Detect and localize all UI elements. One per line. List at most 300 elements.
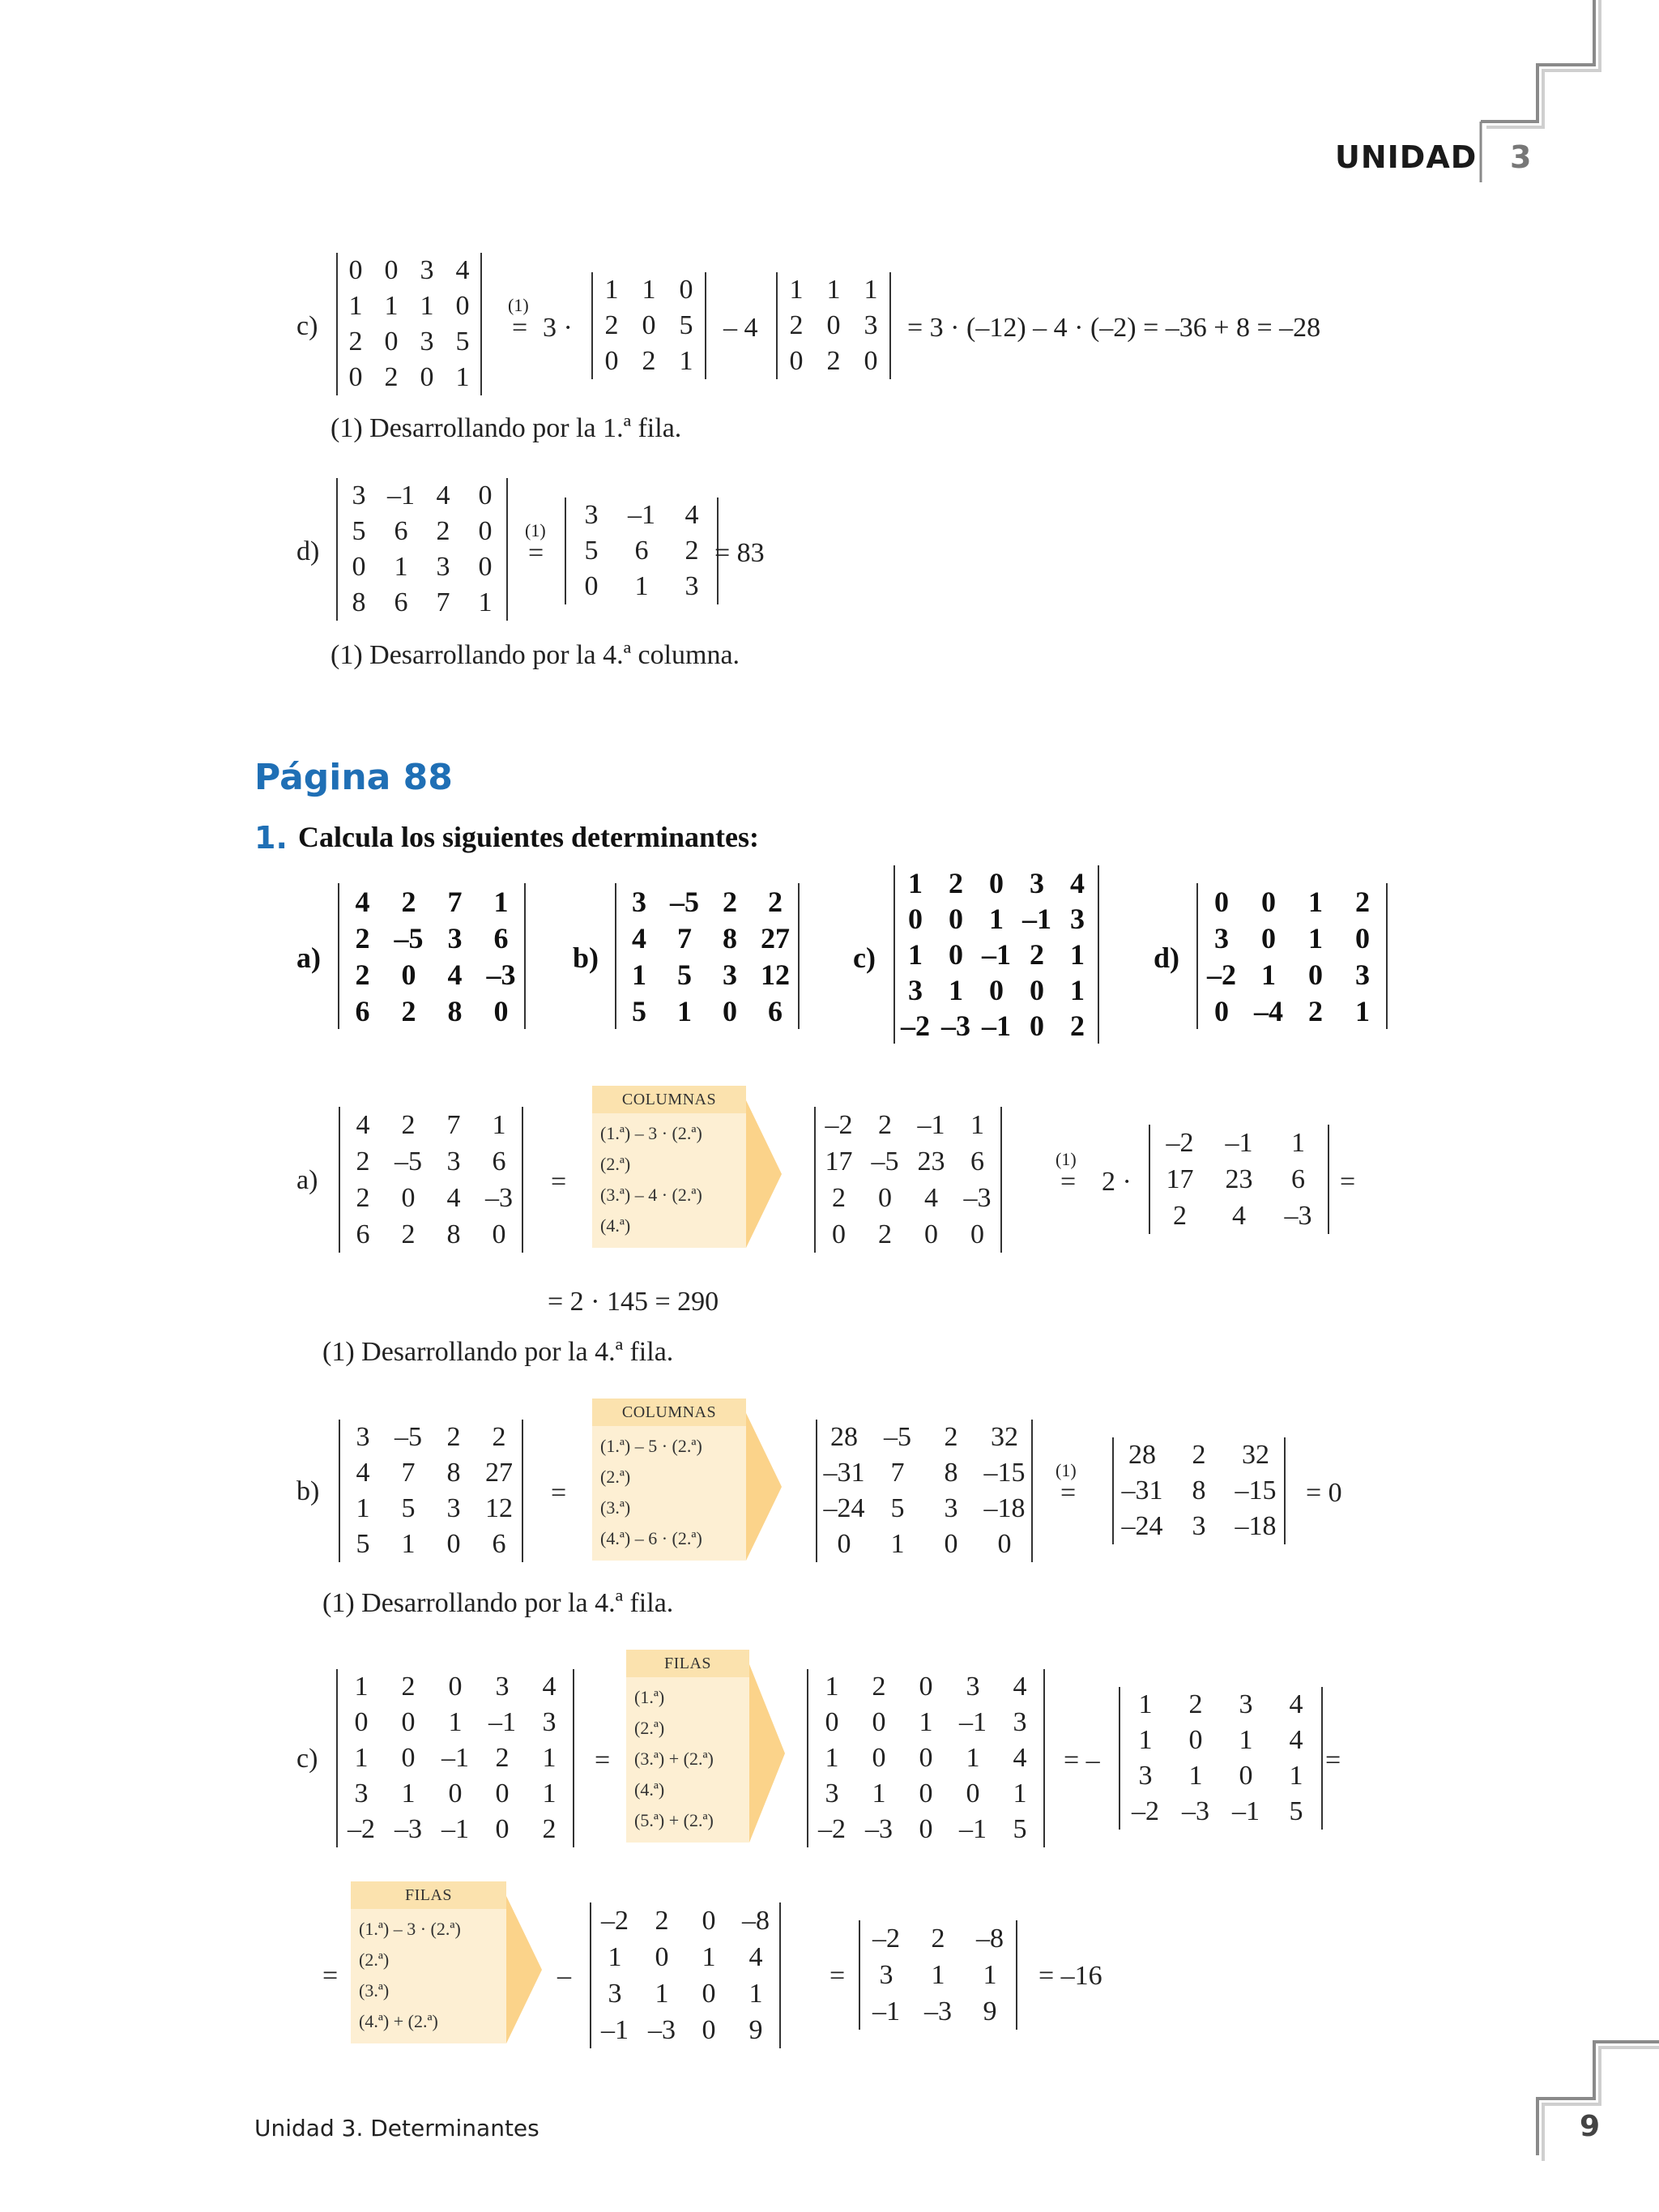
matrix-cell: 0 (966, 1779, 980, 1808)
matrix-cell: 1 (1070, 938, 1085, 971)
matrix-cell: 32 (991, 1422, 1018, 1452)
matrix-cell: 0 (348, 362, 363, 392)
matrix-cell: –18 (1235, 1511, 1277, 1541)
matrix-cell: 3 (1239, 1689, 1253, 1719)
det-top-c-2 (776, 272, 891, 379)
matrix-cell: 0 (495, 1779, 510, 1808)
matrix-cell: 8 (1192, 1475, 1206, 1505)
matrix-cell: 7 (401, 1458, 416, 1488)
matrix-cell: –2 (818, 1814, 846, 1844)
matrix-cell: 1 (354, 1743, 369, 1773)
matrix-cell: 2 (878, 1219, 892, 1249)
matrix-cell: 1 (1308, 921, 1323, 954)
matrix-cell: 0 (949, 938, 963, 971)
matrix-cell: 0 (919, 1779, 933, 1808)
matrix-cell: 3 (966, 1672, 980, 1702)
matrix-cell: 6 (493, 921, 509, 954)
det-problem-d (1196, 883, 1388, 1029)
matrix-cell: 7 (446, 1109, 461, 1140)
matrix-cell: 3 (352, 480, 366, 510)
matrix-cell: 0 (702, 1978, 716, 2009)
matrix-cell: 2 (492, 1422, 506, 1452)
matrix-cell: –1 (1232, 1796, 1260, 1826)
matrix-cell: 23 (1225, 1164, 1253, 1194)
matrix-cell: 4 (455, 255, 470, 285)
matrix-cell: 3 (825, 1779, 839, 1808)
matrix-cell: 7 (890, 1458, 905, 1488)
det-sol-b-2 (816, 1420, 1033, 1562)
matrix-cell: 0 (924, 1219, 938, 1249)
matrix-cell: 1 (1138, 1725, 1153, 1755)
matrix-cell: 8 (446, 1219, 461, 1249)
matrix-cell: 3 (1138, 1761, 1153, 1791)
matrix-cell: 6 (768, 994, 783, 1027)
matrix-cell: 0 (997, 1529, 1012, 1559)
ops-arrow-icon (749, 1650, 787, 1843)
matrix-cell: 0 (352, 552, 366, 582)
ref-top-c: (1) (508, 295, 529, 315)
matrix-cell: 1 (983, 1959, 997, 1990)
matrix-cell: 2 (542, 1814, 557, 1844)
matrix-cell: 23 (917, 1146, 945, 1176)
eq3-sol-c: = (1325, 1745, 1341, 1775)
result-top-d: = 83 (714, 538, 765, 568)
matrix-cell: 2 (401, 1672, 416, 1702)
ops-header: COLUMNAS (592, 1399, 746, 1426)
matrix-cell: 4 (1232, 1200, 1246, 1231)
ops-arrow-icon (506, 1881, 544, 2043)
matrix-cell: 3 (354, 1779, 369, 1808)
matrix-cell: –5 (884, 1422, 911, 1452)
matrix-cell: –1 (1225, 1127, 1253, 1158)
matrix-cell: 2 (401, 1219, 416, 1249)
matrix-cell: 1 (677, 994, 692, 1027)
matrix-cell: –1 (387, 480, 415, 510)
matrix-cell: 1 (356, 1493, 370, 1523)
matrix-cell: 0 (878, 1182, 892, 1213)
matrix-cell: 6 (394, 516, 408, 546)
matrix-cell: 1 (604, 275, 619, 305)
matrix-cell: 1 (970, 1109, 984, 1140)
matrix-cell: 2 (789, 310, 804, 340)
matrix-cell: 0 (919, 1672, 933, 1702)
matrix-cell: 6 (355, 994, 370, 1027)
matrix-cell: 0 (478, 552, 493, 582)
matrix-cell: 0 (493, 994, 509, 1027)
matrix-cell: 6 (634, 536, 649, 566)
matrix-cell: 0 (1239, 1761, 1253, 1791)
matrix-cell: 0 (1214, 885, 1229, 918)
ops-line: (4.ª) + (2.ª) (359, 2011, 438, 2031)
matrix-cell: 2 (872, 1672, 886, 1702)
matrix-cell: 4 (446, 1182, 461, 1213)
matrix-cell: 5 (1289, 1796, 1303, 1826)
eq2-sol-a: = (1060, 1167, 1077, 1197)
matrix-cell: 2 (401, 1109, 416, 1140)
matrix-cell: 3 (356, 1422, 370, 1452)
matrix-cell: 1 (448, 1707, 463, 1737)
matrix-cell: 5 (455, 327, 470, 357)
matrix-cell: –24 (823, 1493, 865, 1523)
unit-label: UNIDAD (1335, 139, 1478, 175)
det-problem-a (338, 883, 526, 1029)
matrix-cell: 1 (542, 1779, 557, 1808)
matrix-cell: 3 (879, 1959, 893, 1990)
matrix-cell: 1 (1291, 1127, 1305, 1158)
matrix-cell: 1 (748, 1978, 763, 2009)
matrix-cell: 3 (446, 1146, 461, 1176)
matrix-cell: –1 (917, 1109, 945, 1140)
matrix-cell: –18 (983, 1493, 1026, 1523)
matrix-cell: 4 (1070, 867, 1085, 899)
matrix-cell: 0 (789, 346, 804, 376)
matrix-cell: 1 (908, 938, 923, 971)
matrix-cell: 3 (608, 1978, 622, 2009)
ops-line: (4.ª) (634, 1779, 665, 1800)
matrix-cell: 1 (864, 275, 878, 305)
matrix-cell: 4 (355, 885, 370, 918)
matrix-cell: –2 (1166, 1127, 1194, 1158)
matrix-cell: –1 (982, 1010, 1011, 1042)
matrix-cell: 1 (394, 552, 408, 582)
matrix-cell: 3 (420, 255, 434, 285)
ops-arrow-icon (746, 1399, 783, 1561)
matrix-cell: 0 (826, 310, 841, 340)
matrix-cell: 0 (989, 867, 1004, 899)
ops-line: (1.ª) – 3 · (2.ª) (359, 1919, 461, 1939)
coef-top-c: 3 · (543, 313, 573, 343)
matrix-cell: 27 (761, 921, 790, 954)
matrix-cell: –3 (1284, 1200, 1312, 1231)
matrix-cell: –2 (601, 1905, 629, 1936)
ref-sol-b: (1) (1056, 1460, 1077, 1480)
matrix-cell: 4 (356, 1458, 370, 1488)
matrix-cell: 1 (642, 275, 656, 305)
matrix-cell: 3 (446, 1493, 461, 1523)
label-problem-b: b) (573, 942, 599, 974)
eq2-sol-b: = (1060, 1478, 1077, 1508)
det-problem-b (615, 883, 800, 1029)
exercise-number: 1. (254, 820, 288, 856)
matrix-cell: –1 (441, 1743, 469, 1773)
minus-sol-c2: – (557, 1961, 571, 1991)
matrix-cell: 0 (1030, 1010, 1044, 1042)
matrix-cell: 3 (447, 921, 463, 954)
label-sol-c: c) (296, 1744, 318, 1774)
matrix-cell: 2 (401, 885, 416, 918)
matrix-cell: 1 (632, 958, 646, 991)
matrix-cell: 4 (632, 921, 646, 954)
matrix-cell: 0 (872, 1707, 886, 1737)
matrix-cell: 6 (394, 587, 408, 617)
matrix-cell: 0 (864, 346, 878, 376)
matrix-cell: 1 (493, 885, 509, 918)
coef-sol-a: 2 · (1102, 1167, 1132, 1197)
matrix-cell: –2 (901, 1010, 930, 1042)
matrix-cell: –3 (394, 1814, 422, 1844)
matrix-cell: –8 (742, 1905, 770, 1936)
matrix-cell: 3 (584, 500, 599, 530)
matrix-cell: 27 (485, 1458, 513, 1488)
matrix-cell: –3 (486, 958, 516, 991)
matrix-cell: 1 (1013, 1779, 1027, 1808)
matrix-cell: –15 (983, 1458, 1026, 1488)
matrix-cell: 8 (944, 1458, 958, 1488)
label-sol-b: b) (296, 1476, 320, 1506)
matrix-cell: 2 (723, 885, 737, 918)
result-top-c: = 3 · (–12) – 4 · (–2) = –36 + 8 = –28 (907, 313, 1321, 343)
label-problem-d: d) (1154, 942, 1180, 974)
eq-top-d: = (528, 538, 544, 568)
matrix-cell: 0 (908, 903, 923, 935)
det-top-c (336, 253, 482, 395)
matrix-cell: 1 (825, 1743, 839, 1773)
matrix-cell: 2 (604, 310, 619, 340)
matrix-cell: 1 (825, 1672, 839, 1702)
ops-header: COLUMNAS (592, 1086, 746, 1113)
matrix-cell: 2 (1070, 1010, 1085, 1042)
matrix-cell: 2 (384, 362, 399, 392)
matrix-cell: 5 (890, 1493, 905, 1523)
matrix-cell: 0 (872, 1743, 886, 1773)
matrix-cell: 4 (542, 1672, 557, 1702)
matrix-cell: 5 (632, 994, 646, 1027)
matrix-cell: 3 (1030, 867, 1044, 899)
matrix-cell: 0 (919, 1743, 933, 1773)
note-sol-b: (1) Desarrollando por la 4.ª fila. (322, 1588, 674, 1618)
ops-line: (4.ª) (600, 1215, 631, 1236)
matrix-cell: 0 (604, 346, 619, 376)
matrix-cell: 0 (655, 1941, 669, 1972)
eq-sol-a: = (551, 1167, 567, 1197)
matrix-cell: –2 (348, 1814, 375, 1844)
matrix-cell: 0 (702, 2014, 716, 2045)
matrix-cell: –4 (1254, 994, 1283, 1027)
matrix-cell: 0 (455, 291, 470, 321)
matrix-cell: 1 (1070, 974, 1085, 1006)
footer-text: Unidad 3. Determinantes (254, 2115, 539, 2142)
matrix-cell: 1 (789, 275, 804, 305)
matrix-cell: –3 (963, 1182, 992, 1213)
matrix-cell: 0 (1355, 921, 1370, 954)
matrix-cell: 0 (1261, 921, 1276, 954)
matrix-cell: –24 (1121, 1511, 1163, 1541)
label-problem-c: c) (853, 942, 876, 974)
matrix-cell: 3 (632, 885, 646, 918)
matrix-cell: 5 (352, 516, 366, 546)
matrix-cell: 2 (436, 516, 450, 546)
ops-line: (4.ª) – 6 · (2.ª) (600, 1528, 702, 1548)
matrix-cell: 0 (949, 903, 963, 935)
matrix-cell: 2 (446, 1422, 461, 1452)
matrix-cell: 5 (679, 310, 693, 340)
ref-top-d: (1) (525, 520, 546, 540)
matrix-cell: 0 (478, 516, 493, 546)
matrix-cell: 2 (1030, 938, 1044, 971)
matrix-cell: 1 (384, 291, 399, 321)
ops-line: (1.ª) (634, 1687, 665, 1707)
matrix-cell: 0 (837, 1529, 851, 1559)
matrix-cell: –5 (670, 885, 699, 918)
matrix-cell: 1 (1188, 1761, 1203, 1791)
matrix-cell: 8 (352, 587, 366, 617)
matrix-cell: 3 (436, 552, 450, 582)
label-top-d: d) (296, 536, 320, 566)
matrix-cell: 3 (908, 974, 923, 1006)
matrix-cell: 3 (542, 1707, 557, 1737)
exercise-text: Calcula los siguientes determinantes: (298, 821, 759, 853)
eq-sol-b: = (551, 1478, 567, 1508)
matrix-cell: –2 (1132, 1796, 1159, 1826)
eq-sol-c2: = (322, 1961, 339, 1991)
ops-arrow-icon (746, 1086, 783, 1248)
matrix-cell: –1 (982, 938, 1011, 971)
matrix-cell: 5 (356, 1529, 370, 1559)
matrix-cell: –2 (825, 1109, 853, 1140)
matrix-cell: 0 (448, 1672, 463, 1702)
matrix-cell: 2 (348, 327, 363, 357)
matrix-cell: –1 (959, 1814, 987, 1844)
matrix-cell: 0 (448, 1779, 463, 1808)
matrix-cell: 32 (1242, 1440, 1269, 1470)
matrix-cell: 2 (832, 1182, 846, 1213)
matrix-cell: 0 (825, 1707, 839, 1737)
matrix-cell: 2 (655, 1905, 669, 1936)
matrix-cell: 6 (970, 1146, 984, 1176)
eq2-sol-c: = – (1064, 1745, 1100, 1775)
label-sol-a: a) (296, 1165, 318, 1195)
page-heading: Página 88 (254, 757, 453, 798)
note-top-d: (1) Desarrollando por la 4.ª columna. (331, 640, 740, 670)
matrix-cell: 1 (354, 1672, 369, 1702)
matrix-cell: 0 (970, 1219, 984, 1249)
page-number: 9 (1580, 2110, 1601, 2143)
matrix-cell: 1 (949, 974, 963, 1006)
matrix-cell: 4 (684, 500, 699, 530)
matrix-cell: 2 (1308, 994, 1323, 1027)
matrix-cell: –8 (976, 1923, 1004, 1954)
matrix-cell: –1 (601, 2014, 629, 2045)
ops-line: (5.ª) + (2.ª) (634, 1810, 714, 1830)
matrix-cell: –1 (488, 1707, 516, 1737)
matrix-cell: 1 (966, 1743, 980, 1773)
matrix-cell: 1 (1355, 994, 1370, 1027)
matrix-cell: 4 (1013, 1743, 1027, 1773)
eq-top-c: = (512, 313, 528, 343)
matrix-cell: 5 (584, 536, 599, 566)
matrix-cell: 3 (420, 327, 434, 357)
matrix-cell: 17 (825, 1146, 853, 1176)
matrix-cell: 2 (1192, 1440, 1206, 1470)
ops-line: (3.ª) (359, 1980, 390, 2001)
matrix-cell: 3 (864, 310, 878, 340)
det-sol-c-3 (1119, 1687, 1323, 1830)
matrix-cell: 2 (355, 921, 370, 954)
matrix-cell: 3 (1070, 903, 1085, 935)
det-sol-c2 (590, 1902, 781, 2048)
matrix-cell: 0 (354, 1707, 369, 1737)
det-sol-a-2 (814, 1107, 1002, 1253)
matrix-cell: 1 (931, 1959, 945, 1990)
matrix-cell: 1 (420, 291, 434, 321)
matrix-cell: 1 (608, 1941, 622, 1972)
matrix-cell: –1 (1022, 903, 1051, 935)
matrix-cell: 0 (702, 1905, 716, 1936)
matrix-cell: 2 (944, 1422, 958, 1452)
matrix-cell: 1 (890, 1529, 905, 1559)
matrix-cell: 6 (1291, 1164, 1305, 1194)
matrix-cell: 0 (492, 1219, 506, 1249)
eq3-sol-a: = (1340, 1167, 1356, 1197)
matrix-cell: 1 (919, 1707, 933, 1737)
matrix-cell: 0 (478, 480, 493, 510)
matrix-cell: 7 (447, 885, 463, 918)
matrix-cell: –1 (628, 500, 655, 530)
matrix-cell: 0 (401, 958, 416, 991)
det-problem-c (893, 865, 1099, 1044)
matrix-cell: 4 (1013, 1672, 1027, 1702)
note-top-c: (1) Desarrollando por la 1.ª fila. (331, 413, 682, 443)
note-sol-a: (1) Desarrollando por la 4.ª fila. (322, 1337, 674, 1367)
matrix-cell: 1 (826, 275, 841, 305)
unit-number: 3 (1510, 139, 1532, 175)
matrix-cell: 8 (446, 1458, 461, 1488)
result-sol-c2: = –16 (1038, 1961, 1102, 1991)
ops-header: FILAS (626, 1650, 749, 1677)
matrix-cell: 1 (872, 1779, 886, 1808)
det-sol-c2-2 (859, 1920, 1017, 2030)
ops-line: (3.ª) + (2.ª) (634, 1749, 714, 1769)
det-sol-a (339, 1107, 523, 1253)
matrix-cell: 7 (677, 921, 692, 954)
matrix-cell: 1 (542, 1743, 557, 1773)
matrix-cell: 4 (924, 1182, 938, 1213)
matrix-cell: 2 (1188, 1689, 1203, 1719)
matrix-cell: –3 (1182, 1796, 1209, 1826)
matrix-cell: 5 (677, 958, 692, 991)
label-problem-a: a) (296, 942, 321, 974)
matrix-cell: –3 (941, 1010, 970, 1042)
matrix-cell: 0 (401, 1182, 416, 1213)
matrix-cell: 8 (723, 921, 737, 954)
matrix-cell: 2 (931, 1923, 945, 1954)
matrix-cell: –5 (394, 1422, 422, 1452)
matrix-cell: 2 (356, 1182, 370, 1213)
label-top-c: c) (296, 311, 318, 341)
matrix-cell: 28 (1128, 1440, 1156, 1470)
result-sol-b: = 0 (1306, 1478, 1342, 1508)
matrix-cell: 1 (1239, 1725, 1253, 1755)
matrix-cell: 0 (401, 1743, 416, 1773)
ops-line: (1.ª) – 3 · (2.ª) (600, 1123, 702, 1143)
matrix-cell: 2 (401, 994, 416, 1027)
matrix-cell: 28 (830, 1422, 858, 1452)
matrix-cell: –31 (1121, 1475, 1163, 1505)
matrix-cell: 4 (1289, 1689, 1303, 1719)
matrix-cell: 2 (768, 885, 783, 918)
ops-header: FILAS (351, 1881, 506, 1909)
det-top-d (336, 478, 508, 621)
matrix-cell: 0 (723, 994, 737, 1027)
matrix-cell: –3 (865, 1814, 893, 1844)
matrix-cell: 0 (1308, 958, 1323, 991)
matrix-cell: 12 (485, 1493, 513, 1523)
matrix-cell: 1 (401, 1779, 416, 1808)
matrix-cell: 1 (1289, 1761, 1303, 1791)
matrix-cell: 0 (584, 571, 599, 601)
matrix-cell: 5 (401, 1493, 416, 1523)
matrix-cell: –1 (959, 1707, 987, 1737)
